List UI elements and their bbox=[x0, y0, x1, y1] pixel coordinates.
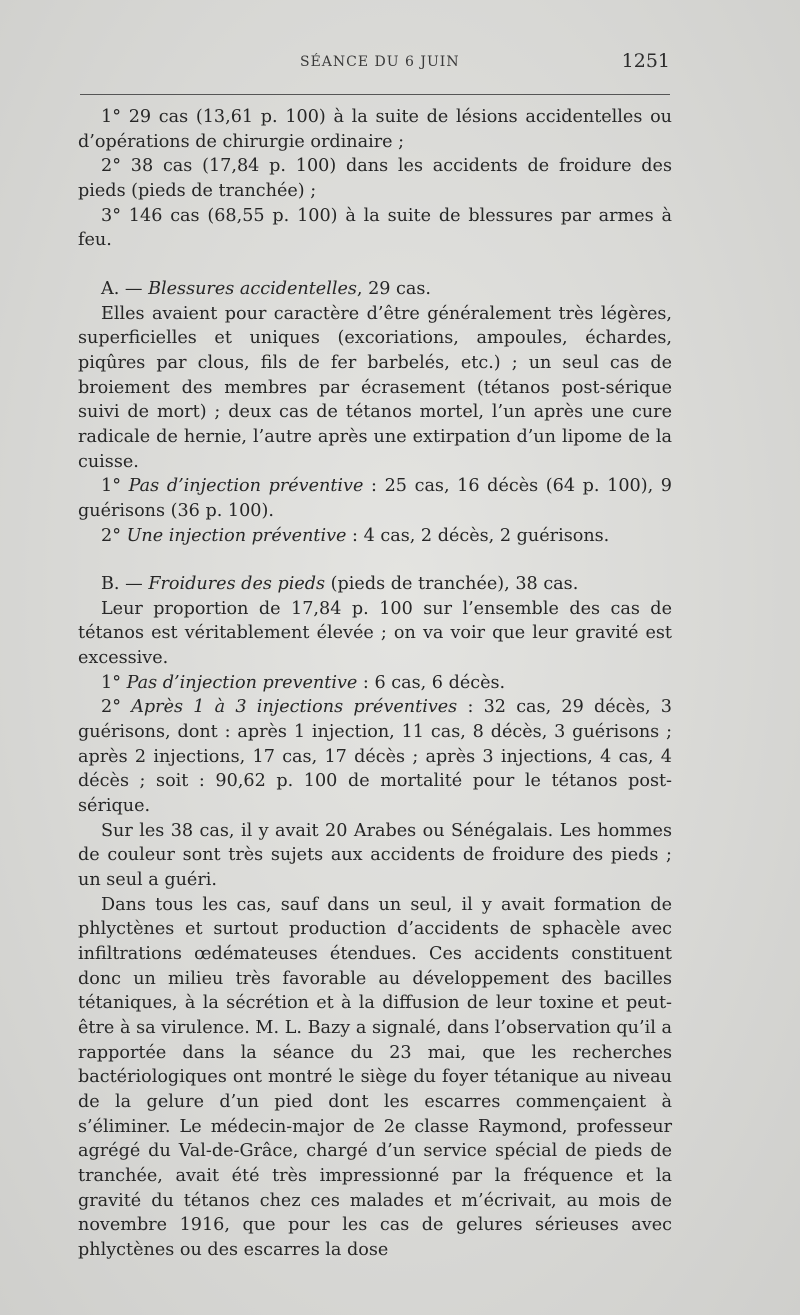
section-heading-a: A. — Blessures accidentelles, 29 cas. bbox=[101, 278, 432, 299]
paragraph-item-3: 3° 146 cas (68,55 p. 100) à la suite de blessures par armes à feu. bbox=[78, 205, 672, 251]
paragraph-a-one-injection: 2° Une injection préventive : 4 cas, 2 décès, 2 guérisons. bbox=[101, 525, 610, 546]
paragraph-item-1: 1° 29 cas (13,61 p. 100) à la suite de lésions accidentelles ou d’opérations de chirurgie ordinaire ; bbox=[78, 107, 672, 152]
running-title: SÉANCE DU 6 JUIN bbox=[300, 54, 460, 70]
paragraph-proportion: Leur proportion de 17,84 p. 100 sur l’ensemble des cas de tétanos est véritablement élevée ; on va voir que leur gravité est excessive. bbox=[78, 598, 672, 669]
page-header bbox=[80, 48, 670, 78]
section-heading-b: B. — Froidures des pieds (pieds de tranchée), 38 cas. bbox=[101, 574, 579, 595]
section-gap bbox=[78, 548, 672, 572]
paragraph-a-no-injection: 1° Pas d’injection préventive : 25 cas, 16 décès (64 p. 100), 9 guérisons (36 p. 100). bbox=[78, 476, 672, 521]
paragraph-colored-men: Sur les 38 cas, il y avait 20 Arabes ou Sénégalais. Les hommes de couleur sont très sujets aux accidents de froidure des pieds ; un seul a guéri. bbox=[78, 820, 672, 891]
body-text bbox=[78, 105, 672, 1263]
paragraph-b-injections: 2° Après 1 à 3 injections préventives : 32 cas, 29 décès, 3 guérisons, dont : après 1 injection, 11 cas, 8 décès, 3 guérisons ; après 2 injections, 17 cas, 17 décès ; après 3 injections, 4 cas, 4 décès ; soit : 90,62 p. 100 de mortalité pour le tétanos post-sérique. bbox=[78, 697, 672, 817]
paragraph-accidental-description: Elles avaient pour caractère d’être généralement très légères, superficielles et uniques (excoriations, ampoules, échardes, piqûres par clous, fils de fer barbelés, etc.) ; un seul cas de broiement des membres par écrasement (tétanos post-sérique suivi de mort) ; deux cas de tétanos mortel, l’un après une cure radicale de hernie, l’autre après une extirpation d’un lipome de la cuisse. bbox=[78, 303, 672, 472]
page-number: 1251 bbox=[621, 50, 670, 72]
paragraph-b-no-injection: 1° Pas d’injection preventive : 6 cas, 6 décès. bbox=[101, 672, 506, 693]
header-rule bbox=[80, 94, 670, 95]
paragraph-discussion: Dans tous les cas, sauf dans un seul, il y avait formation de phlyctènes et surtout production d’accidents de sphacèle avec infiltrations œdémateuses étendues. Ces accidents constituent donc un milieu très favorable au développement des bacilles tétaniques, à la sécrétion et à la diffusion de leur toxine et peut-être à sa virulence. M. L. Bazy a signalé, dans l’observation qu’il a rapportée dans la séance du 23 mai, que les recherches bactériologiques ont montré le siège du foyer tétanique au niveau de la gelure d’un pied dont les escarres commençaient à s’éliminer. Le médecin-major de 2e classe Raymond, professeur agrégé du Val-de-Grâce, chargé d’un service spécial de pieds de tranchée, avait été très impressionné par la fréquence et la gravité du tétanos chez ces malades et m’écrivait, au mois de novembre 1916, que pour les cas de gelures sérieuses avec phlyctènes ou des escarres la dose bbox=[78, 894, 672, 1260]
section-gap bbox=[78, 253, 672, 277]
paragraph-item-2: 2° 38 cas (17,84 p. 100) dans les accidents de froidure des pieds (pieds de tranchée) ; bbox=[78, 156, 672, 201]
